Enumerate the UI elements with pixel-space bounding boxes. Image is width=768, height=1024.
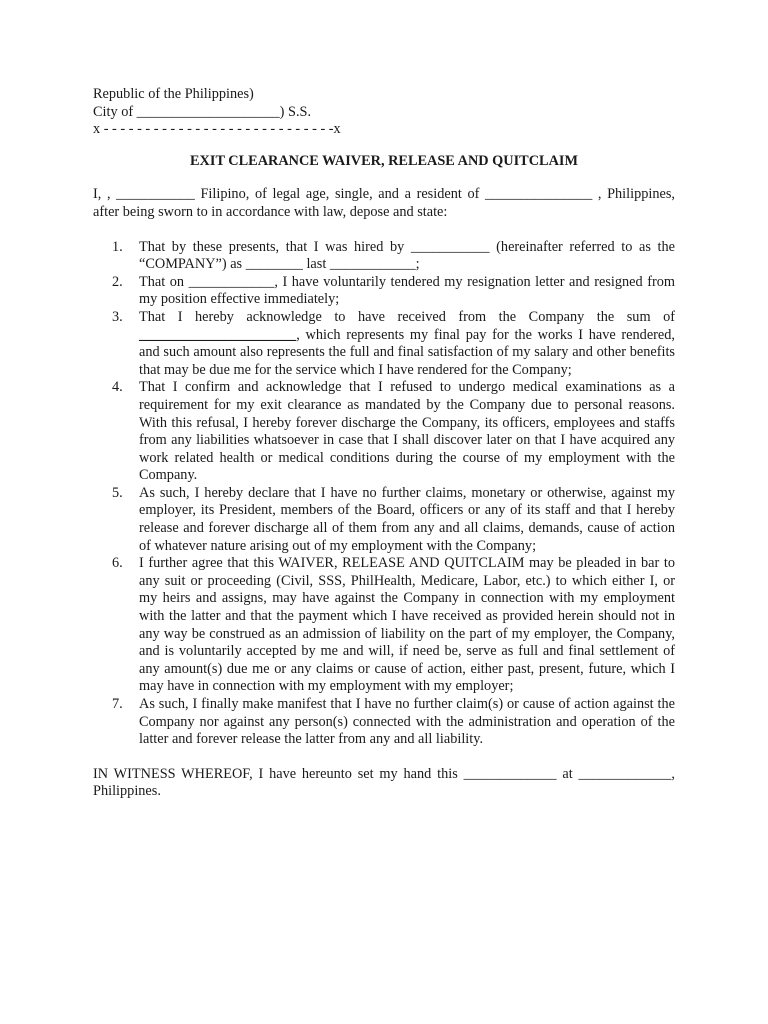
clause-number: 5.: [112, 484, 123, 501]
clause-number: 6.: [112, 555, 123, 572]
clause-text-pre: That I hereby acknowledge to have received from the Company the sum of: [139, 308, 675, 325]
clause-item: [112, 238, 675, 274]
clause-list: [93, 239, 675, 749]
clause-number: 4.: [112, 379, 123, 396]
clause-item: [112, 308, 675, 379]
clause-text: As such, I hereby declare that I have no further claims, monetary or otherwise, against my employer, its President, members of the Board, officers or any of its staff and that I hereby release and forever discharge all of them from any and all claims, demands, cause of action of whatever nature arising out of my employment with the Company;: [139, 484, 675, 554]
document-page: [93, 86, 675, 801]
clause-item: [112, 555, 675, 696]
clause-text: As such, I finally make manifest that I have no further claim(s) or cause of action against the Company nor against any person(s) connected with the administration and operation of the latter and forever release the latter from any and all liability.: [139, 696, 675, 748]
clause-text: That by these presents, that I was hired by ___________ (hereinafter referred to as the “COMPANY”) as ________ last ____________;: [139, 238, 675, 273]
amount-blank: ______________________,: [139, 326, 300, 343]
clause-text: That on ____________, I have voluntarily tendered my resignation letter and resigned from my position effective immediately;: [139, 273, 675, 308]
clause-number: 7.: [112, 696, 123, 712]
clause-text: I further agree that this WAIVER, RELEASE AND QUITCLAIM may be pleaded in bar to any suit or proceeding (Civil, SSS, PhilHealth, Medicare, Labor, etc.) to which either I, or my heirs and assigns, may have against the Company in connection with my employment with the latter and that the payment which I have received as provided herein should not in any way be construed as an admission of liability on the part of my employer, the Company, and is voluntarily accepted by me and will, if need be, serve as full and final settlement of any amount(s) due me or any claims or cause of action, either past, present, future, which I may have in connection with my employment with my employer;: [139, 555, 675, 695]
clause-number: 3.: [112, 308, 123, 325]
document-title: EXIT CLEARANCE WAIVER, RELEASE AND QUITCLAIM: [190, 152, 578, 169]
caption-city: City of ____________________) S.S.: [93, 103, 312, 120]
caption-republic: Republic of the Philippines): [93, 86, 254, 102]
caption-block: [93, 86, 675, 139]
clause-text-post: which represents my final pay for the works I have rendered, and such amount also represents the full and final satisfaction of my salary and other benefits that may be due me for the service which I have rendered for the Company;: [139, 326, 675, 378]
clause-number: 1.: [112, 238, 123, 255]
caption-separator: x - - - - - - - - - - - - - - - - - - - - - - - - - - - -x: [93, 121, 341, 138]
clause-item: [112, 273, 675, 309]
clause-item: [112, 484, 675, 555]
witness-paragraph: IN WITNESS WHEREOF, I have hereunto set my hand this _____________ at _____________, Philippines.: [93, 765, 675, 800]
intro-paragraph: I, , ___________ Filipino, of legal age, single, and a resident of _______________ , Philippines, after being sworn to in accordance with law, depose and state:: [93, 186, 675, 220]
clause-item: [112, 379, 675, 485]
clause-number: 2.: [112, 273, 123, 290]
clause-item: [112, 696, 675, 749]
clause-text: That I confirm and acknowledge that I refused to undergo medical examinations as a requirement for my exit clearance as mandated by the Company due to personal reasons. With this refusal, I hereby forever discharge the Company, its officers, employees and staffs from any liabilities whatsoever in case that I shall discover later on that I have acquired any work related health or medical conditions during the course of my employment with the Company.: [139, 379, 675, 484]
